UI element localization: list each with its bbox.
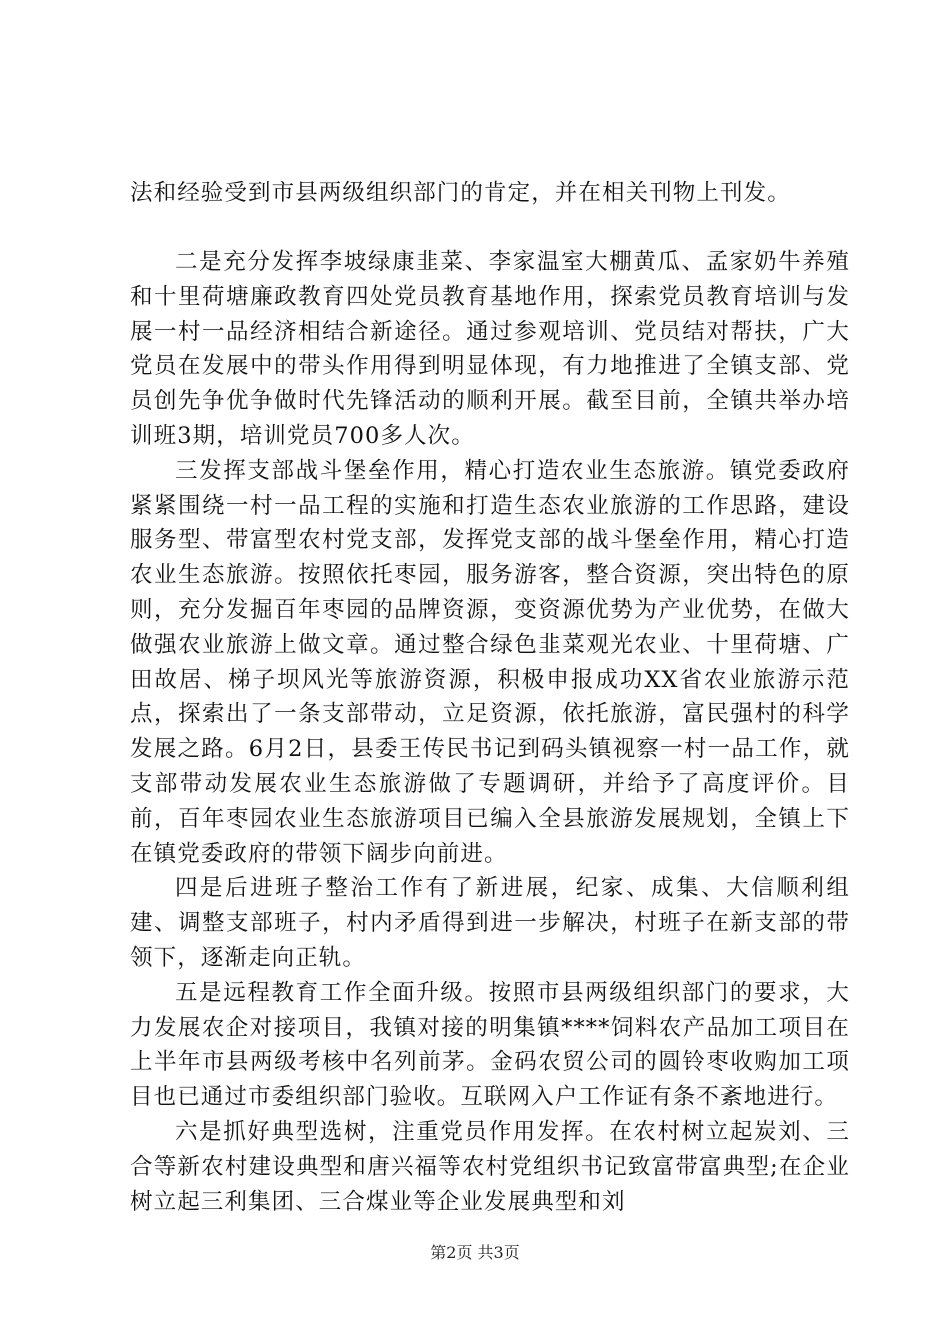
document-body: [130, 245, 850, 1219]
paragraph-5: 五是远程教育工作全面升级。按照市县两级组织部门的要求，大力发展农企对接项目，我镇对接的明集镇****饲料农产品加工项目在上半年市县两级考核中名列前茅。金码农贸公司的圆铃枣收购加工项目也已通过市委组织部门验收。互联网入户工作证有条不紊地进行。: [130, 979, 850, 1111]
paragraph-2: 二是充分发挥李坡绿康韭菜、李家温室大棚黄瓜、孟家奶牛养殖和十里荷塘廉政教育四处党员教育基地作用，探索党员教育培训与发展一村一品经济相结合新途径。通过参观培训、党员结对帮扶，广大党员在发展中的带头作用得到明显体现，有力地推进了全镇支部、党员创先争优争做时代先锋活动的顺利开展。截至目前，全镇共举办培训班3期，培训党员700多人次。: [130, 249, 850, 449]
paragraph-3: 三发挥支部战斗堡垒作用，精心打造农业生态旅游。镇党委政府紧紧围绕一村一品工程的实施和打造生态农业旅游的工作思路，建设服务型、带富型农村党支部，发挥党支部的战斗堡垒作用，精心打造农业生态旅游。按照依托枣园，服务游客，整合资源，突出特色的原则，充分发掘百年枣园的品牌资源，变资源优势为产业优势，在做大做强农业旅游上做文章。通过整合绿色韭菜观光农业、十里荷塘、广田故居、梯子坝风光等旅游资源，积极申报成功XX省农业旅游示范点，探索出了一条支部带动，立足资源，依托旅游，富民强村的科学发展之路。6月2日，县委王传民书记到码头镇视察一村一品工作，就支部带动发展农业生态旅游做了专题调研，并给予了高度评价。目前，百年枣园农业生态旅游项目已编入全县旅游发展规划，全镇上下在镇党委政府的带领下阔步向前进。: [130, 457, 850, 867]
paragraph-4: 四是后进班子整治工作有了新进展，纪家、成集、大信顺利组建、调整支部班子，村内矛盾得到进一步解决，村班子在新支部的带领下，逐渐走向正轨。: [130, 875, 850, 971]
continuation-text: [130, 176, 850, 211]
paragraph-continuation: 法和经验受到市县两级组织部门的肯定，并在相关刊物上刊发。: [130, 180, 791, 206]
page-footer: 第2页 共3页: [430, 1243, 520, 1262]
paragraph-6: 六是抓好典型选树，注重党员作用发挥。在农村树立起炭刘、三合等新农村建设典型和唐兴福等农村党组织书记致富带富典型;在企业树立起三利集团、三合煤业等企业发展典型和刘: [130, 1118, 850, 1215]
